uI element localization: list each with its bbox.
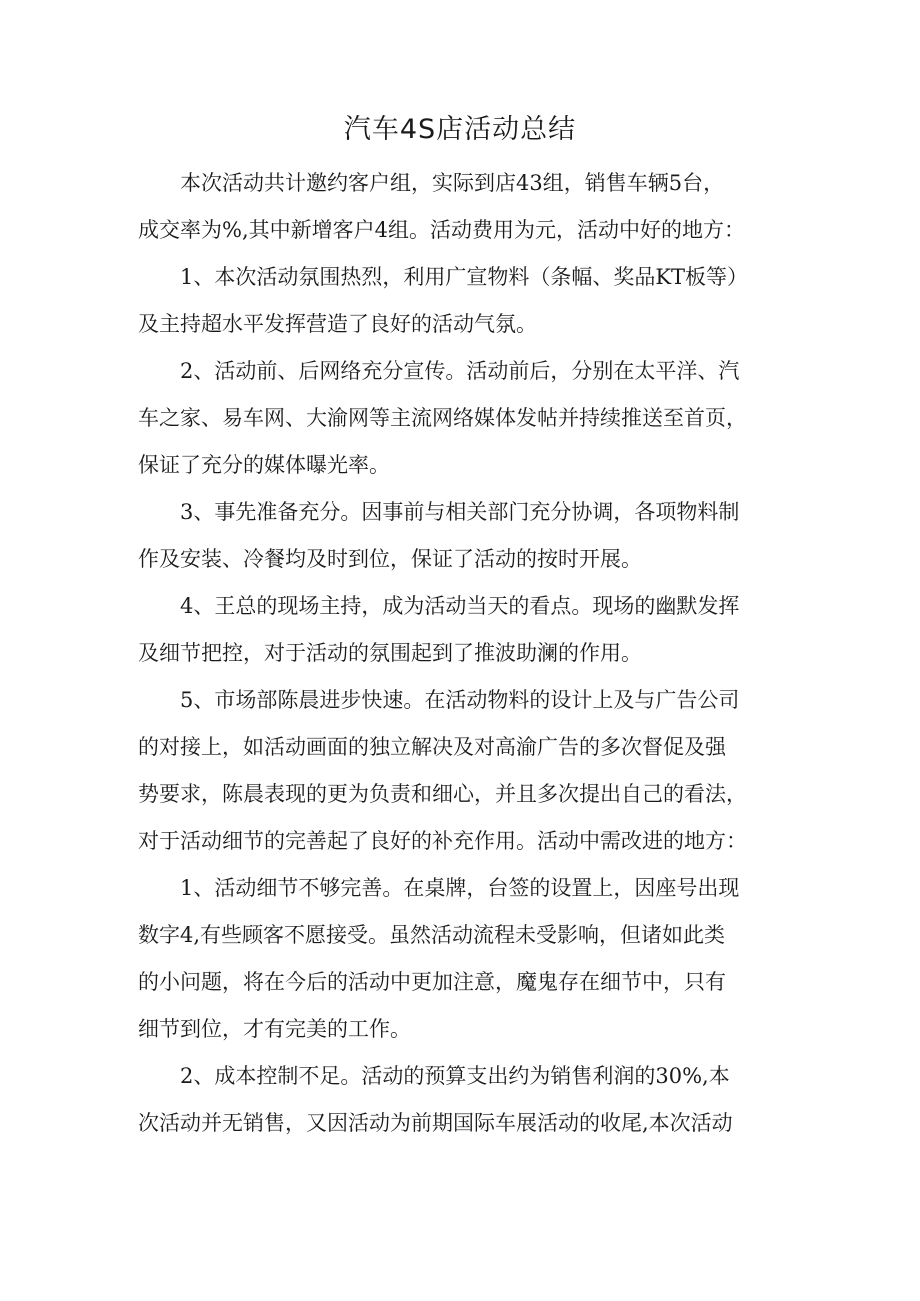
paragraph-line: 细节到位，才有完美的工作。: [138, 1017, 411, 1041]
paragraph-line: 3、事先准备充分。因事前与相关部门充分协调，各项物料制: [180, 500, 740, 524]
paragraph-line: 的对接上，如活动画面的独立解决及对高渝广告的多次督促及强: [138, 735, 726, 759]
paragraph-line: 1、本次活动氛围热烈，利用广宣物料（条幅、奖品KT板等）: [180, 265, 749, 289]
paragraph-line: 2、成本控制不足。活动的预算支出约为销售利润的30%,本: [180, 1064, 730, 1088]
paragraph-line: 成交率为%,其中新增客户4组。活动费用为元，活动中好的地方：: [138, 218, 745, 242]
paragraph-line: 及细节把控，对于活动的氛围起到了推波助澜的作用。: [138, 641, 642, 665]
document-body: [138, 160, 792, 1147]
paragraph-line: 2、活动前、后网络充分宣传。活动前后，分别在太平洋、汽: [180, 359, 740, 383]
document-title: 汽车4S店活动总结: [343, 114, 577, 145]
paragraph-line: 4、王总的现场主持，成为活动当天的看点。现场的幽默发挥: [180, 594, 740, 618]
paragraph-line: 次活动并无销售，又因活动为前期国际车展活动的收尾,本次活动: [138, 1111, 733, 1135]
paragraph-line: 作及安装、冷餐均及时到位，保证了活动的按时开展。: [138, 547, 642, 571]
paragraph-line: 及主持超水平发挥营造了良好的活动气氛。: [138, 312, 537, 336]
paragraph-line: 保证了充分的媒体曝光率。: [138, 453, 390, 477]
paragraph-line: 数字4,有些顾客不愿接受。虽然活动流程未受影响，但诸如此类: [138, 923, 726, 947]
paragraph-line: 势要求，陈晨表现的更为负责和细心，并且多次提出自己的看法，: [138, 782, 747, 806]
paragraph-line: 的小问题，将在今后的活动中更加注意，魔鬼存在细节中，只有: [138, 970, 726, 994]
paragraph-line: 1、活动细节不够完善。在桌牌，台签的设置上，因座号出现: [180, 876, 740, 900]
paragraph-line: 对于活动细节的完善起了良好的补充作用。活动中需改进的地方：: [138, 829, 747, 853]
paragraph-line: 车之家、易车网、大渝网等主流网络媒体发帖并持续推送至首页，: [138, 406, 747, 430]
paragraph-line: 5、市场部陈晨进步快速。在活动物料的设计上及与广告公司: [180, 688, 740, 712]
paragraph-line: 本次活动共计邀约客户组，实际到店43组，销售车辆5台，: [180, 171, 725, 195]
